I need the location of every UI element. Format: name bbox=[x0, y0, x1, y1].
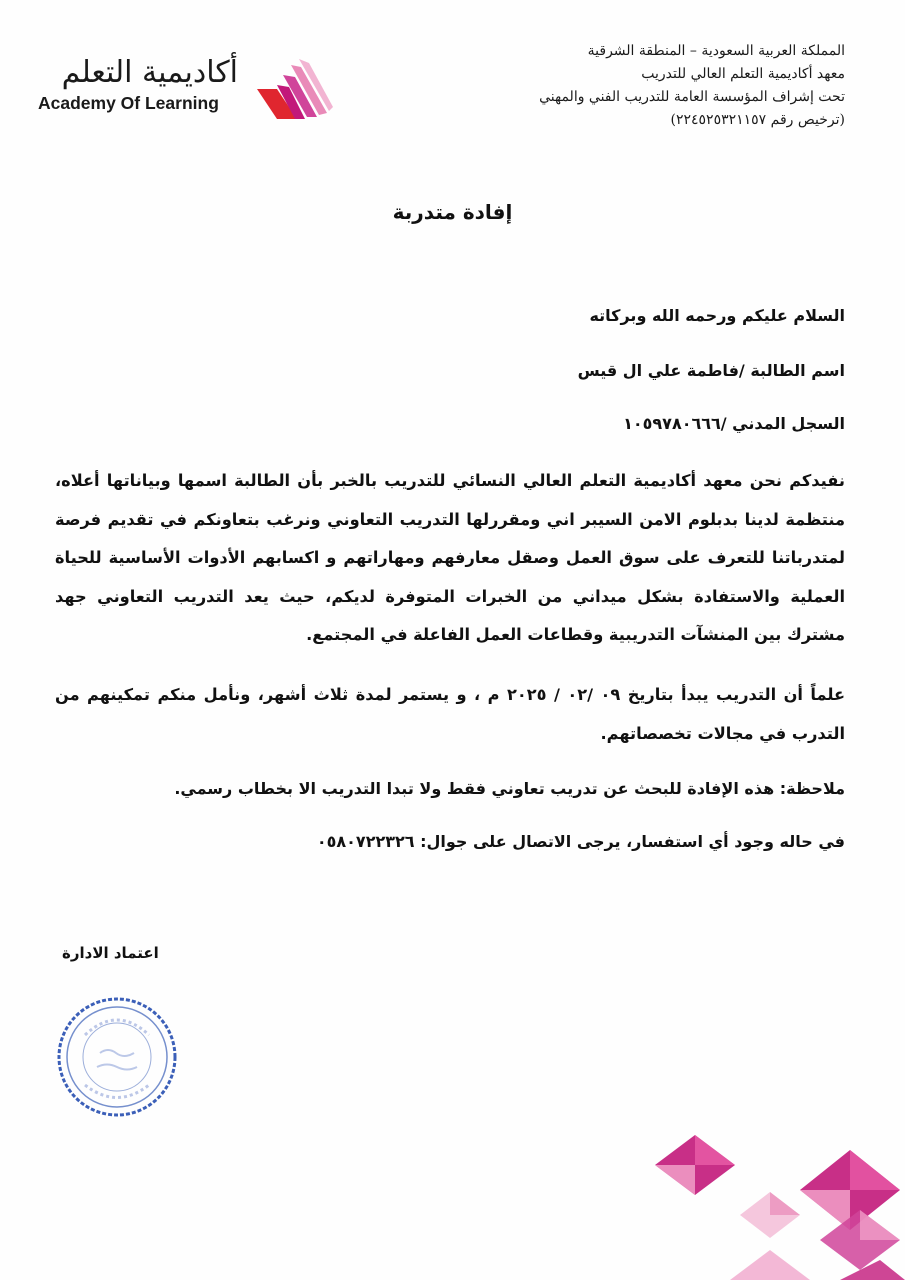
academy-logo bbox=[38, 55, 338, 135]
letterhead-country: المملكة العربية السعودية – المنطقة الشرقية bbox=[587, 43, 845, 59]
letterhead-institute: معهد أكاديمية التعلم العالي للتدريب bbox=[641, 66, 845, 82]
logo-mark-icon bbox=[255, 57, 335, 127]
contact-text: في حاله وجود أي استفسار، يرجى الاتصال على جوال: ٠٥٨٠٧٢٢٣٢٦ bbox=[316, 832, 845, 851]
note-text: ملاحظة: هذه الإفادة للبحث عن تدريب تعاوني فقط ولا تبدا التدريب الا بخطاب رسمي. bbox=[174, 779, 845, 798]
student-name: اسم الطالبة /فاطمة علي ال قيس bbox=[577, 361, 845, 380]
letterhead-supervision: تحت إشراف المؤسسة العامة للتدريب الفني والمهني bbox=[539, 89, 845, 105]
logo-arabic-text: أكاديمية التعلم bbox=[61, 55, 238, 90]
approval-label: اعتماد الادارة bbox=[62, 944, 159, 962]
document-title: إفادة متدربة bbox=[392, 200, 513, 224]
letterhead bbox=[485, 40, 845, 132]
civil-record: السجل المدني /١٠٥٩٧٨٠٦٦٦ bbox=[623, 414, 845, 433]
decorative-pattern-icon bbox=[650, 1130, 905, 1280]
letterhead-license: (ترخيص رقم ٢٢٤٥٢٥٣٢١١٥٧) bbox=[670, 112, 845, 128]
logo-english-text: Academy Of Learning bbox=[38, 93, 219, 113]
greeting: السلام عليكم ورحمه الله وبركاته bbox=[589, 306, 845, 325]
official-stamp-icon bbox=[55, 995, 180, 1120]
body-paragraph-intro: نفيدكم نحن معهد أكاديمية التعلم العالي النسائي للتدريب بالخبر بأن الطالبة اسمها وبياناتها أعلاه، منتظمة لدينا بدبلوم الامن السيبر اني ومقررلها التدريب التعاوني ونرغب بتعاونكم في تقديم فرصة لمتدرباتنا للتعرف على سوق العمل وصقل معارفهم ومهاراتهم و اكسابهم الأدوات الأساسية للحياة العملية والاستفادة بشكل ميداني من الخبرات المتوفرة لديكم، حيث يعد التدريب التعاوني جهد مشترك بين المنشآت التدريبية وقطاعات العمل الفاعلة في المجتمع. bbox=[55, 471, 845, 644]
body-paragraph-dates: علماً أن التدريب يبدأ بتاريخ ٠٩ /٠٢ / ٢٠٢٥ م ، و يستمر لمدة ثلاث أشهر، ونأمل منكم تمكينهم من التدرب في مجالات تخصصاتهم. bbox=[55, 685, 845, 743]
